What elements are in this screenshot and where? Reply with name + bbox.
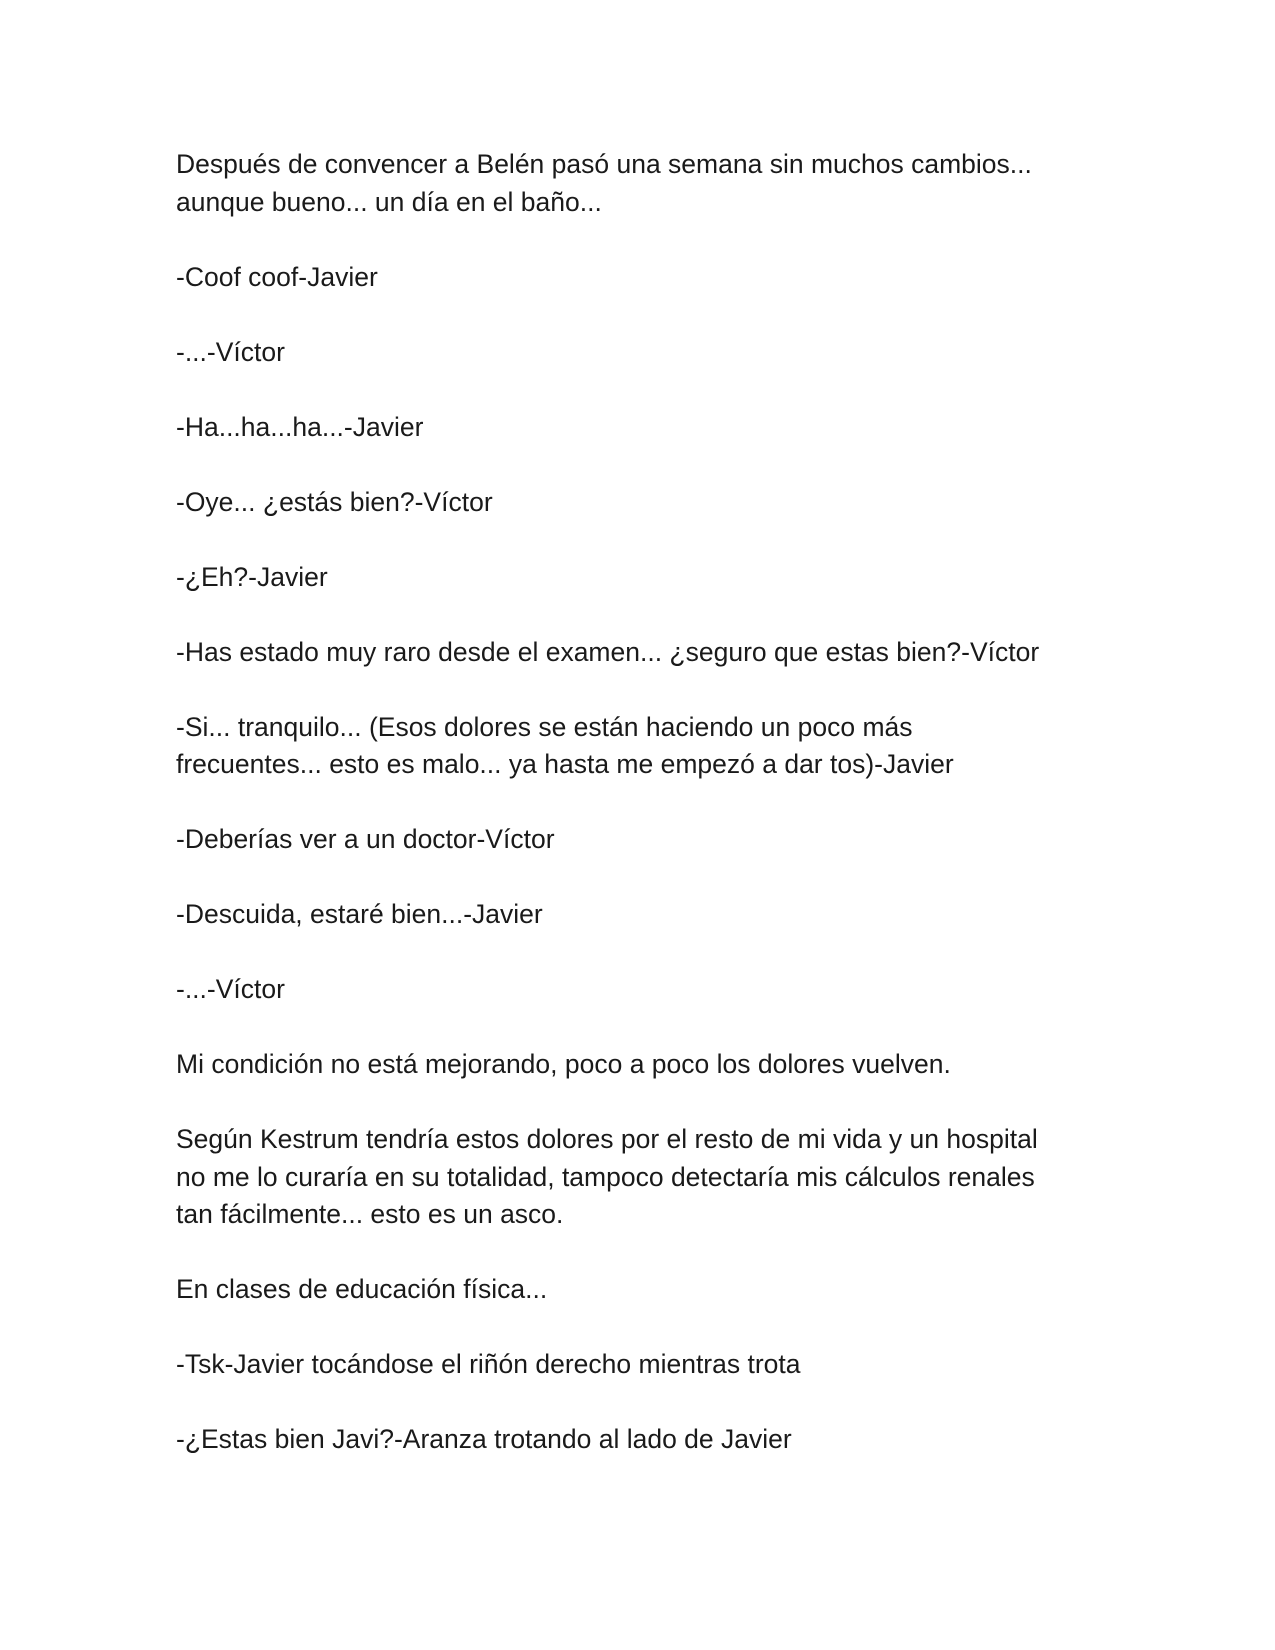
dialogue-line: -Deberías ver a un doctor-Víctor <box>176 824 555 854</box>
paragraph: Después de convencer a Belén pasó una semana sin muchos cambios... aunque bueno... un día en el baño... <box>176 149 1032 217</box>
dialogue-line: -Ha...ha...ha...-Javier <box>176 411 424 442</box>
dialogue-line: -...-Víctor <box>176 974 285 1004</box>
document-body <box>176 146 1106 1496</box>
dialogue-line: -¿Eh?-Javier <box>176 561 328 592</box>
dialogue-line: -¿Estas bien Javi?-Aranza trotando al lado de Javier <box>176 1424 792 1454</box>
paragraph: Mi condición no está mejorando, poco a poco los dolores vuelven. <box>176 1049 951 1079</box>
paragraph: En clases de educación física... <box>176 1274 548 1304</box>
dialogue-line: -Oye... ¿estás bien?-Víctor <box>176 486 493 517</box>
dialogue-line: -Si... tranquilo... (Esos dolores se están haciendo un poco más frecuentes... esto es malo... ya hasta me empezó a dar tos)-Javier <box>176 711 954 779</box>
dialogue-line: -...-Víctor <box>176 336 285 367</box>
dialogue-line: -Coof coof-Javier <box>176 261 378 292</box>
dialogue-line: -Has estado muy raro desde el examen... ¿seguro que estas bien?-Víctor <box>176 636 1040 667</box>
dialogue-line: -Descuida, estaré bien...-Javier <box>176 899 543 929</box>
dialogue-line: -Tsk-Javier tocándose el riñón derecho mientras trota <box>176 1349 801 1379</box>
paragraph: Según Kestrum tendría estos dolores por el resto de mi vida y un hospital no me lo curaría en su totalidad, tampoco detectaría mis cálculos renales tan fácilmente... esto es un asco. <box>176 1124 1038 1229</box>
